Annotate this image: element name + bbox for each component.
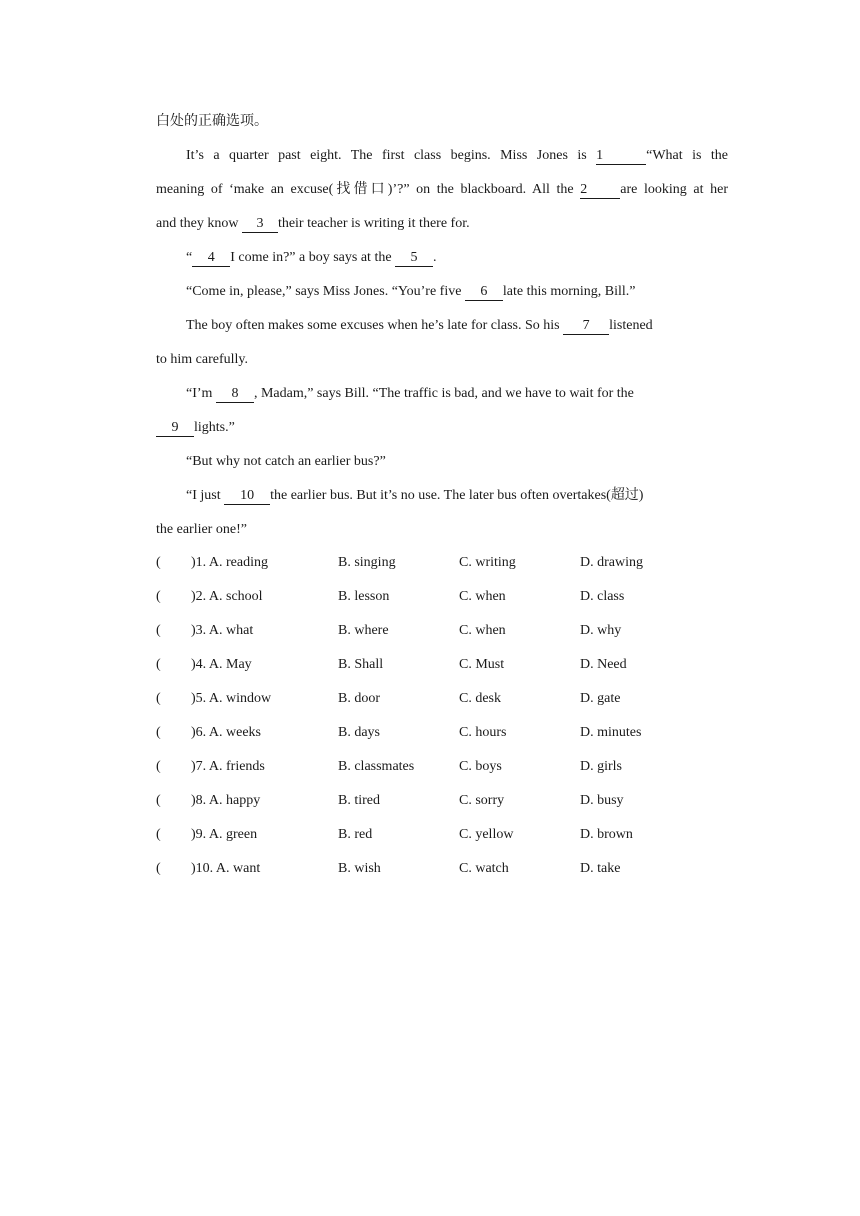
- option-d: D. girls: [580, 759, 622, 774]
- option-c: C. watch: [459, 861, 509, 876]
- option-b: B. lesson: [338, 589, 390, 604]
- option-c: C. writing: [459, 555, 516, 570]
- passage-text: and they know: [156, 216, 242, 231]
- blank-2: 2: [580, 182, 620, 199]
- question-row-7: [156, 757, 728, 777]
- option-a: )6. A. weeks: [191, 725, 261, 740]
- passage-line-8: [186, 384, 728, 404]
- passage-line-1: [186, 146, 728, 166]
- option-b: B. days: [338, 725, 380, 740]
- option-b: B. classmates: [338, 759, 415, 774]
- option-a: )3. A. what: [191, 623, 254, 638]
- option-a: )1. A. reading: [191, 555, 268, 570]
- passage-line-3: [156, 214, 728, 234]
- option-b: B. red: [338, 827, 373, 842]
- option-d: D. busy: [580, 793, 624, 808]
- blank-4: 4: [192, 250, 230, 267]
- blank-9: 9: [156, 420, 194, 437]
- passage-text: are looking at her: [620, 182, 728, 197]
- question-row-8: [156, 791, 728, 811]
- option-a: )9. A. green: [191, 827, 258, 842]
- option-a: )2. A. school: [191, 589, 263, 604]
- option-a: )10. A. want: [191, 861, 261, 876]
- blank-10: 10: [224, 488, 270, 505]
- question-row-9: [156, 825, 728, 845]
- answer-paren: (: [156, 555, 161, 570]
- option-b: B. wish: [338, 861, 381, 876]
- option-c: C. when: [459, 623, 506, 638]
- blank-6: 6: [465, 284, 503, 301]
- passage-text: “Come in, please,” says Miss Jones. “You’re five: [186, 284, 465, 299]
- question-row-5: [156, 689, 728, 709]
- option-b: B. tired: [338, 793, 380, 808]
- answer-paren: (: [156, 827, 161, 842]
- answer-paren: (: [156, 589, 161, 604]
- blank-8: 8: [216, 386, 254, 403]
- passage-line-7: to him carefully.: [156, 352, 249, 367]
- passage-line-2: [156, 180, 728, 200]
- question-row-1: [156, 553, 728, 573]
- passage-text: their teacher is writing it there for.: [277, 216, 470, 231]
- option-d: D. class: [580, 589, 625, 604]
- passage-text: It’s a quarter past eight. The first class begins. Miss Jones is: [186, 148, 597, 163]
- option-d: D. why: [580, 623, 622, 638]
- question-row-3: [156, 621, 728, 641]
- blank-7: 7: [563, 318, 609, 335]
- option-a: )5. A. window: [191, 691, 272, 706]
- question-row-6: [156, 723, 728, 743]
- passage-line-9: [156, 418, 728, 438]
- passage-line-6: [186, 316, 728, 336]
- option-c: C. hours: [459, 725, 507, 740]
- passage-text: the earlier bus. But it’s no use. The later bus often overtakes(超过): [270, 488, 644, 503]
- option-c: C. yellow: [459, 827, 514, 842]
- option-c: C. desk: [459, 691, 501, 706]
- answer-paren: (: [156, 691, 161, 706]
- answer-paren: (: [156, 861, 161, 876]
- option-d: D. Need: [580, 657, 627, 672]
- passage-text: “I just: [186, 488, 225, 503]
- passage-text: The boy often makes some excuses when he’s late for class. So his: [186, 318, 564, 333]
- option-d: D. drawing: [580, 555, 643, 570]
- option-a: )4. A. May: [191, 657, 252, 672]
- passage-text: “What is the: [646, 148, 728, 163]
- option-d: D. take: [580, 861, 621, 876]
- passage-line-11: [186, 486, 728, 506]
- passage-text: .: [433, 250, 437, 265]
- instruction-fragment: 白处的正确选项。: [156, 114, 268, 129]
- blank-3: 3: [242, 216, 278, 233]
- option-d: D. minutes: [580, 725, 642, 740]
- option-c: C. boys: [459, 759, 502, 774]
- option-a: )8. A. happy: [191, 793, 261, 808]
- passage-line-4: [186, 248, 728, 268]
- passage-text: listened: [609, 318, 653, 333]
- passage-text: “I’m: [186, 386, 216, 401]
- passage-line-12: the earlier one!”: [156, 522, 247, 537]
- blank-1: 1: [596, 148, 646, 165]
- passage-text: , Madam,” says Bill. “The traffic is bad, and we have to wait for the: [253, 386, 634, 401]
- question-row-10: [156, 859, 728, 879]
- blank-5: 5: [395, 250, 433, 267]
- answer-paren: (: [156, 759, 161, 774]
- question-row-2: [156, 587, 728, 607]
- option-d: D. brown: [580, 827, 633, 842]
- option-b: B. singing: [338, 555, 396, 570]
- answer-paren: (: [156, 793, 161, 808]
- passage-line-10: “But why not catch an earlier bus?”: [186, 454, 386, 469]
- option-c: C. sorry: [459, 793, 505, 808]
- option-d: D. gate: [580, 691, 621, 706]
- passage-text: late this morning, Bill.”: [502, 284, 636, 299]
- passage-line-5: [186, 282, 728, 302]
- option-b: B. where: [338, 623, 389, 638]
- passage-text: meaning of ‘make an excuse(找借口)’?” on the blackboard. All the: [156, 182, 581, 197]
- option-c: C. when: [459, 589, 506, 604]
- passage-text: lights.”: [194, 420, 235, 435]
- option-b: B. door: [338, 691, 380, 706]
- answer-paren: (: [156, 623, 161, 638]
- option-b: B. Shall: [338, 657, 384, 672]
- answer-paren: (: [156, 657, 161, 672]
- option-a: )7. A. friends: [191, 759, 265, 774]
- passage-text: I come in?” a boy says at the: [230, 250, 396, 265]
- answer-paren: (: [156, 725, 161, 740]
- option-c: C. Must: [459, 657, 505, 672]
- question-row-4: [156, 655, 728, 675]
- passage-text: “: [186, 250, 193, 265]
